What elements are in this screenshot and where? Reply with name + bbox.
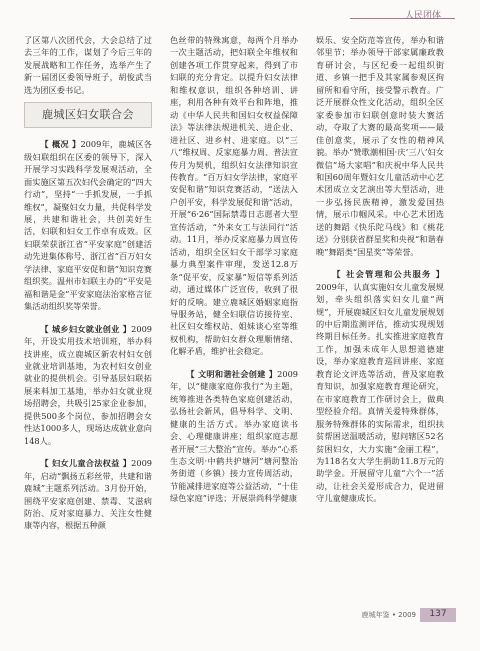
rights-label: 【 妇女儿童合法权益 】: [40, 458, 132, 469]
intro-paragraph: 了区第八次团代会，大会总结了过去三年的工作，谋划了今后三年的发展战略和工作任务，选举产生了新一届团区委领导班子，胡俊武当选为团区委书记。: [24, 35, 152, 95]
section-heading-box: [24, 102, 152, 128]
column-left: [24, 34, 152, 532]
running-header-title: 人民团体: [405, 11, 442, 21]
social-label: 【 社会管理和公共服务 】: [332, 269, 444, 280]
employment-label: 【 城乡妇女就业创业 】: [40, 323, 132, 334]
culture-text: 2009年，以“健康家庭你我行”为主题，统筹推进各类特色家庭创建活动，弘扬社会新风，倡导科学、文明、健康的生活方式。举办家庭读书会、心理健康讲座；组织家庭志愿者开展“三大整治”宣传。举办“心系生态文明·中鹤共护塘河”塘河整治务街道（乡镇）接力宣传周活动，节能减排进家庭等公益活动，“十佳绿色家庭”评选；开展崇尚科学健康: [170, 368, 298, 504]
overview-paragraph: [24, 138, 152, 312]
social-text: 2009年，认真实施妇女儿童发展规划，牵头组织落实妇女儿童“两规”，开展鹿城区妇女儿童发展规划的中后期监测评估，推动实现规划终期目标任务。扎实推进家庭教育工作，加强未成年人思想道德建设，举办家庭教育巡回讲座、家庭教育论文评选等活动，普及家庭教育知识，加强家庭教育理论研究，在市家庭教育工作研讨会上，做典型经验介绍。真情关爱特殊群体，服务特殊群体的实际需求，组织扶贫帮困送温暖活动，慰问辖区52名贫困妇女，大力实施“金丽工程”，为118名女大学生捐助11.8万元的助学金。开展留守儿童“六个一”活动，让社会关爱形成合力，促进留守儿童健康成长。: [316, 281, 444, 504]
column-middle: [170, 34, 298, 505]
culture-label: 【 文明和谐社会创建 】: [186, 368, 278, 379]
overview-label: 【 概况 】: [40, 139, 81, 150]
rights-text: 2009年，启动“飘扬五彩丝带，共建和谐鹿城”主题系列活动。3月份开始，围绕平安家庭创建、禁毒、艾滋病防治、反对家庭暴力、关注女性健康等内容，根据五种颜: [24, 458, 152, 531]
page-footer: [316, 608, 456, 622]
page-number: 137: [429, 609, 447, 619]
overview-text: 2009年，鹿城区各级妇联组织在区委的领导下，深入开展学习实践科学发展观活动，全面实施区第五次妇代会确定的“四大行动”，坚持“一手抓发展，一手抓维权”，凝聚妇女力量，共促科学发展，共建和谐社会，共创美好生活，妇联和妇女工作卓有成效。区妇联荣获浙江省“平安家庭”创建活动先进集体称号、浙江省“百万妇女学法律、家庭平安促和谐”知识竞赛组织奖。温州市妇联主办的“平安是福和谐是金”平安家庭法治家格言征集活动组织奖等荣誉。: [24, 139, 152, 312]
social-paragraph: [316, 268, 444, 505]
footer-publication: 鹿城年鉴 • 2009: [361, 611, 416, 619]
section-title: 鹿城区妇女联合会: [42, 108, 134, 122]
culture-paragraph: [170, 368, 298, 505]
rights-paragraph: [24, 457, 152, 532]
right-paragraph: 娱乐、安全防范等宣传，举办和谐邻里节；举办领导干部家属廉政教育研讨会，与区纪委一起组织街道、乡镇一把手及其家属参观区拘留所和看守所，接受警示教育。广泛开展群众性文化活动，组织全区家委参加市妇联创意时装大赛活动，夺取了大赛的最高奖项——最佳创意奖，展示了女性的精神风貌。举办“赞歌潮相国·庆‘三八’妇女微信”场大家唱”和庆祝中华人民共和国60周年暨妇女儿童活动中心艺术团成立文艺演出等大型活动，进一步弘扬民族精神，激发爱国热情，展示巾帼风采。中心艺术团选送的舞蹈《快乐陀马线》和《桃花送》分别获省群星奖和央视“和谐春晚”舞蹈类“国星奖”等荣誉。: [316, 35, 444, 257]
employment-text: 2009年，开设实用技术培训班，举办科技讲座，成立鹿城区新农村妇女创业就业培训基地，为农村妇女创业就业的提供机会。引导基层妇联拓展来料加工基地，举办妇女就业现场招聘会，共吸引25家企业参加，提供500多个岗位，参加招聘会女性达1000多人，现场达成就业意向148人。: [24, 323, 152, 446]
column-right: [316, 34, 444, 505]
employment-paragraph: [24, 323, 152, 448]
middle-paragraph: 色丝带的特殊寓意，每两个月举办一次主题活动，把妇联全年维权和创建各项工作贯穿起来，得到了市妇联的充分肯定。以提升妇女法律和维权意识，组织各种培训、讲座，利用各种有效平台和阵地，推动《中华人民共和国妇女权益保障法》等法律法规进机关、进企业、进社区、进乡村、进家庭。以“三八”维权周、反家庭暴力周、普法宣传月为契机，组织妇女法律知识宣传教育。“百万妇女学法律，家庭平安促和谐”知识竞赛活动，“送法入户创平安，科学发展促和谐”活动，开展“6·26”国际禁毒日志愿者大型宣传活动，“外来女工与法同行”活动。11月，举办反家庭暴力周宣传活动，组织全区妇女干部学习家庭暴力典型案件审理，发送12.8万条“促平安，反家暴”短信等系列活动，通过媒体广泛宣传，收到了很好的反响。建立鹿城区婚姻家庭指导服务站，健全妇联信访接待室、社区妇女维权站、姐妹谈心室等维权机构，帮助妇女群众理顺情绪、化解矛盾，维护社会稳定。: [170, 35, 298, 357]
